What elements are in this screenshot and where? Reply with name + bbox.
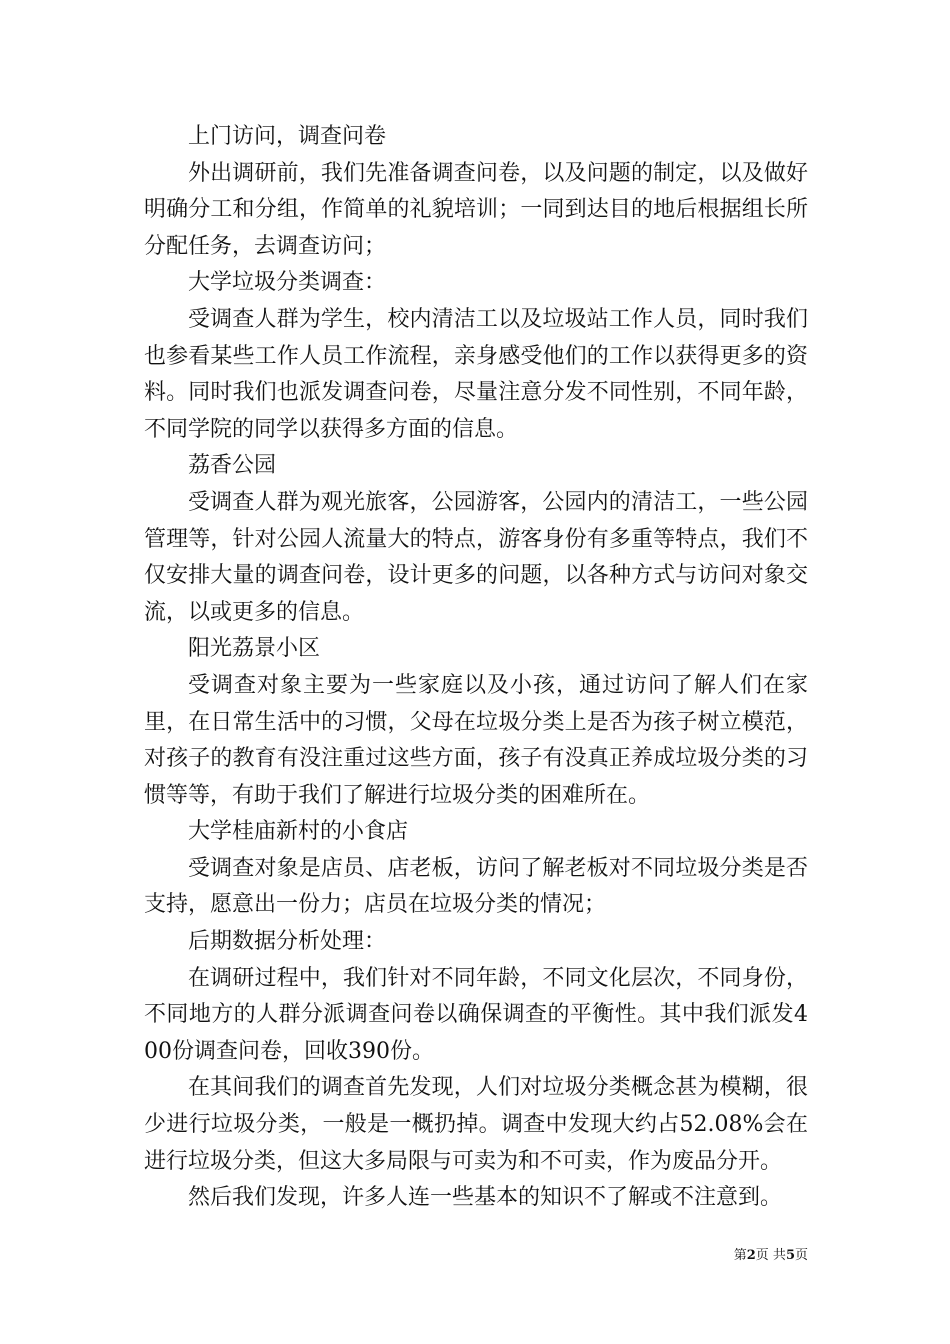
paragraph: 在其间我们的调查首先发现，人们对垃圾分类概念甚为模糊，很少进行垃圾分类，一般是一概扔掉。调查中发现大约占52.08%会在进行垃圾分类，但这大多局限与可卖为和不可卖，作为废品分开。 — [144, 1075, 808, 1174]
document-body — [144, 119, 808, 1217]
footer-middle: 页 共 — [755, 1248, 786, 1263]
paragraph: 后期数据分析处理： — [188, 929, 387, 955]
footer-suffix: 页 — [794, 1248, 808, 1263]
paragraph: 受调查对象是店员、店老板，访问了解老板对不同垃圾分类是否支持，愿意出一份力；店员在垃圾分类的情况； — [144, 855, 808, 918]
paragraph: 受调查人群为观光旅客，公园游客，公园内的清洁工，一些公园管理等，针对公园人流量大的特点，游客身份有多重等特点，我们不仅安排大量的调查问卷，设计更多的问题，以各种方式与访问对象交流，以或更多的信息。 — [144, 489, 808, 625]
current-page-number: 2 — [746, 1248, 756, 1263]
footer-prefix: 第 — [733, 1248, 747, 1263]
paragraph: 大学垃圾分类调查： — [188, 270, 387, 296]
total-pages-number: 5 — [785, 1248, 795, 1263]
paragraph: 荔香公园 — [188, 453, 277, 479]
paragraph: 在调研过程中，我们针对不同年龄，不同文化层次，不同身份，不同地方的人群分派调查问卷以确保调查的平衡性。其中我们派发400份调查问卷，回收390份。 — [144, 965, 808, 1064]
paragraph: 然后我们发现，许多人连一些基本的知识不了解或不注意到。 — [188, 1185, 783, 1211]
paragraph: 大学桂庙新村的小食店 — [188, 819, 409, 845]
paragraph: 阳光荔景小区 — [188, 636, 321, 662]
paragraph: 外出调研前，我们先准备调查问卷，以及问题的制定，以及做好明确分工和分组，作简单的礼貌培训；一同到达目的地后根据组长所分配任务，去调查访问； — [144, 160, 808, 259]
page-footer — [700, 1244, 808, 1263]
paragraph: 上门访问，调查问卷 — [188, 124, 387, 149]
paragraph: 受调查人群为学生，校内清洁工以及垃圾站工作人员，同时我们也参看某些工作人员工作流程，亲身感受他们的工作以获得更多的资料。同时我们也派发调查问卷，尽量注意分发不同性别，不同年龄，不同学院的同学以获得多方面的信息。 — [144, 306, 808, 442]
paragraph: 受调查对象主要为一些家庭以及小孩，通过访问了解人们在家里，在日常生活中的习惯，父母在垃圾分类上是否为孩子树立模范，对孩子的教育有没注重过这些方面，孩子有没真正养成垃圾分类的习惯等等，有助于我们了解进行垃圾分类的困难所在。 — [144, 672, 808, 808]
